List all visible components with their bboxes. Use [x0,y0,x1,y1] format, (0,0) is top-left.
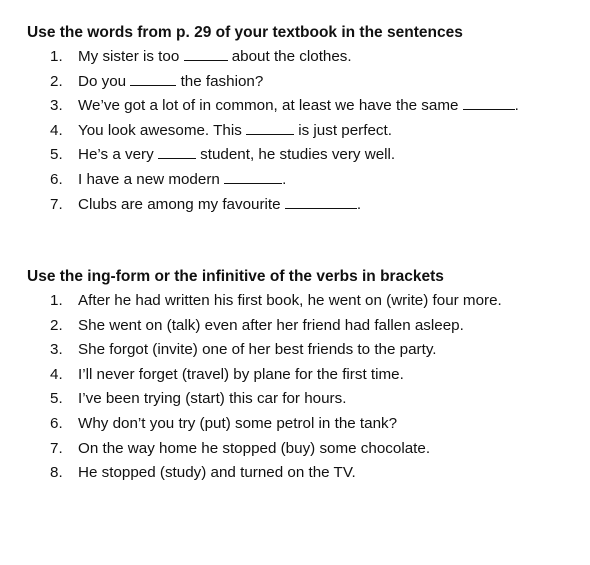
item-text: I have a new modern . [78,170,287,188]
item-number: 5. [50,390,63,408]
section1-heading: Use the words from p. 29 of your textbook in the sentences [27,24,463,41]
item-text: I’ve been trying (start) this car for hours. [78,390,347,408]
item-number: 6. [50,414,63,432]
item-text: I’ll never forget (travel) by plane for the first time. [78,365,404,383]
item-number: 1. [50,48,63,65]
item-number: 2. [50,316,63,334]
item-text: You look awesome. This is just perfect. [78,121,392,139]
item-number: 2. [50,72,63,90]
item-number: 3. [50,341,63,359]
answer-blank [285,195,357,209]
item-text: My sister is too about the clothes. [78,48,352,65]
item-number: 7. [50,439,63,457]
item-text: He’s a very student, he studies very well. [78,146,396,164]
answer-blank [184,47,228,61]
item-number: 1. [50,292,63,309]
item-number: 6. [50,170,63,188]
item-text: He stopped (study) and turned on the TV. [78,464,356,482]
answer-blank [130,72,176,86]
item-text: On the way home he stopped (buy) some chocolate. [78,439,431,457]
item-number: 8. [50,464,63,482]
answer-blank [158,145,196,159]
item-text: After he had written his first book, he went on (write) four more. [78,292,502,309]
item-text: We’ve got a lot of in common, at least we have the same . [78,97,519,115]
item-number: 4. [50,121,63,139]
answer-blank [246,121,294,135]
item-text: Why don’t you try (put) some petrol in the tank? [78,414,398,432]
item-text: Do you the fashion? [78,72,264,90]
item-number: 7. [50,195,63,213]
item-number: 5. [50,146,63,164]
section2-heading: Use the ing-form or the infinitive of the verbs in brackets [27,268,444,285]
item-text: She forgot (invite) one of her best friends to the party. [78,341,437,359]
answer-blank [463,96,515,110]
item-number: 4. [50,365,63,383]
item-number: 3. [50,97,63,115]
item-text: She went on (talk) even after her friend had fallen asleep. [78,316,464,334]
item-text: Clubs are among my favourite . [78,195,362,213]
answer-blank [224,170,282,184]
